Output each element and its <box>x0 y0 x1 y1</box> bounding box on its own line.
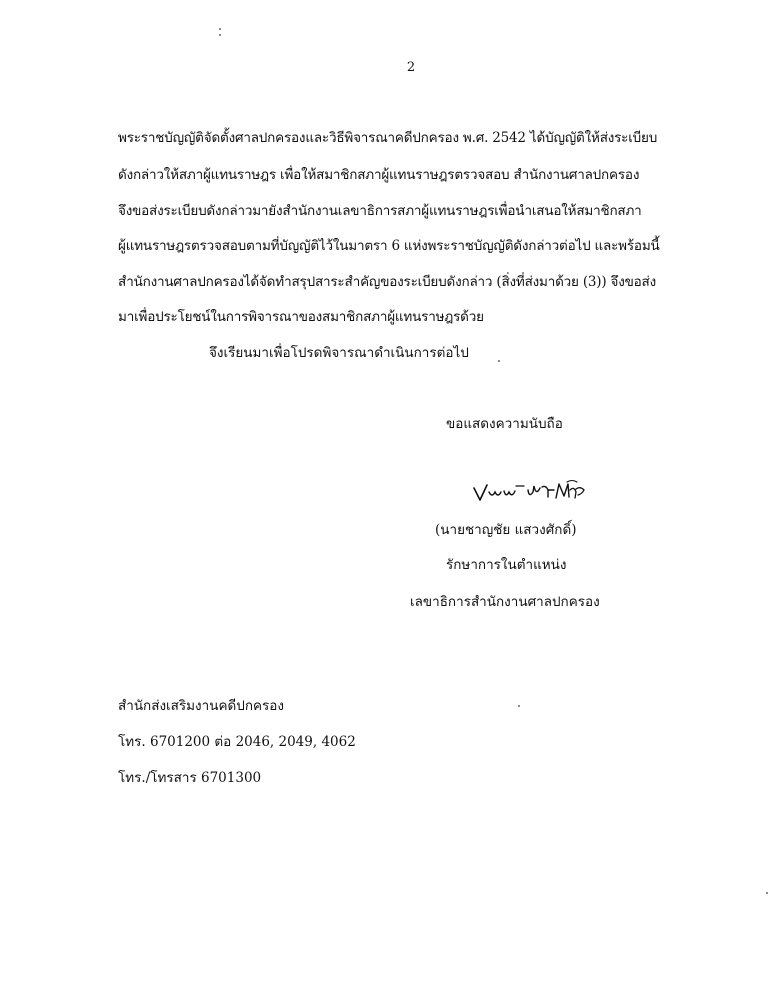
signer-name: (นายชาญชัย แสวงศักดิ์) <box>435 522 577 538</box>
body-paragraph-line: ผู้แทนราษฎรตรวจสอบตามที่บัญญัติไว้ในมาตรา 6 แห่งพระราชบัญญัติดังกล่าวต่อไป และพร้อมนี้ <box>118 238 660 254</box>
footer-office: สำนักส่งเสริมงานคดีปกครอง <box>118 698 284 714</box>
body-paragraph-line: จึงขอส่งระเบียบดังกล่าวมายังสำนักงานเลขาธิการสภาผู้แทนราษฎรเพื่อนำเสนอให้สมาชิกสภา <box>118 203 642 219</box>
scan-speck <box>766 892 768 894</box>
scan-speck <box>219 34 221 36</box>
footer-phone: โทร. 6701200 ต่อ 2046, 2049, 4062 <box>118 734 356 750</box>
scan-speck <box>219 28 221 30</box>
body-paragraph-line: สำนักงานศาลปกครองได้จัดทำสรุปสาระสำคัญของระเบียบดังกล่าว (สิ่งที่ส่งมาด้วย (3)) จึงขอส่ง <box>118 274 656 290</box>
scan-speck <box>518 705 520 707</box>
scan-speck <box>498 360 500 362</box>
footer-fax: โทร./โทรสาร 6701300 <box>118 770 262 786</box>
closing-request: จึงเรียนมาเพื่อโปรดพิจารณาดำเนินการต่อไป <box>209 345 469 361</box>
signer-position-acting: รักษาการในตำแหน่ง <box>446 557 567 573</box>
signer-position-title: เลขาธิการสำนักงานศาลปกครอง <box>410 594 600 610</box>
body-paragraph-line: มาเพื่อประโยชน์ในการพิจารณาของสมาชิกสภาผู้แทนราษฎรด้วย <box>118 309 484 325</box>
body-paragraph-line: ดังกล่าวให้สภาผู้แทนราษฎร เพื่อให้สมาชิกสภาผู้แทนราษฎรตรวจสอบ สำนักงานศาลปกครอง <box>118 167 640 183</box>
salutation: ขอแสดงความนับถือ <box>446 416 563 432</box>
handwritten-signature <box>470 476 610 506</box>
body-paragraph-line: พระราชบัญญัติจัดตั้งศาลปกครองและวิธีพิจารณาคดีปกครอง พ.ศ. 2542 ได้บัญญัติให้ส่งระเบียบ <box>118 130 658 146</box>
page-number: 2 <box>406 60 416 75</box>
